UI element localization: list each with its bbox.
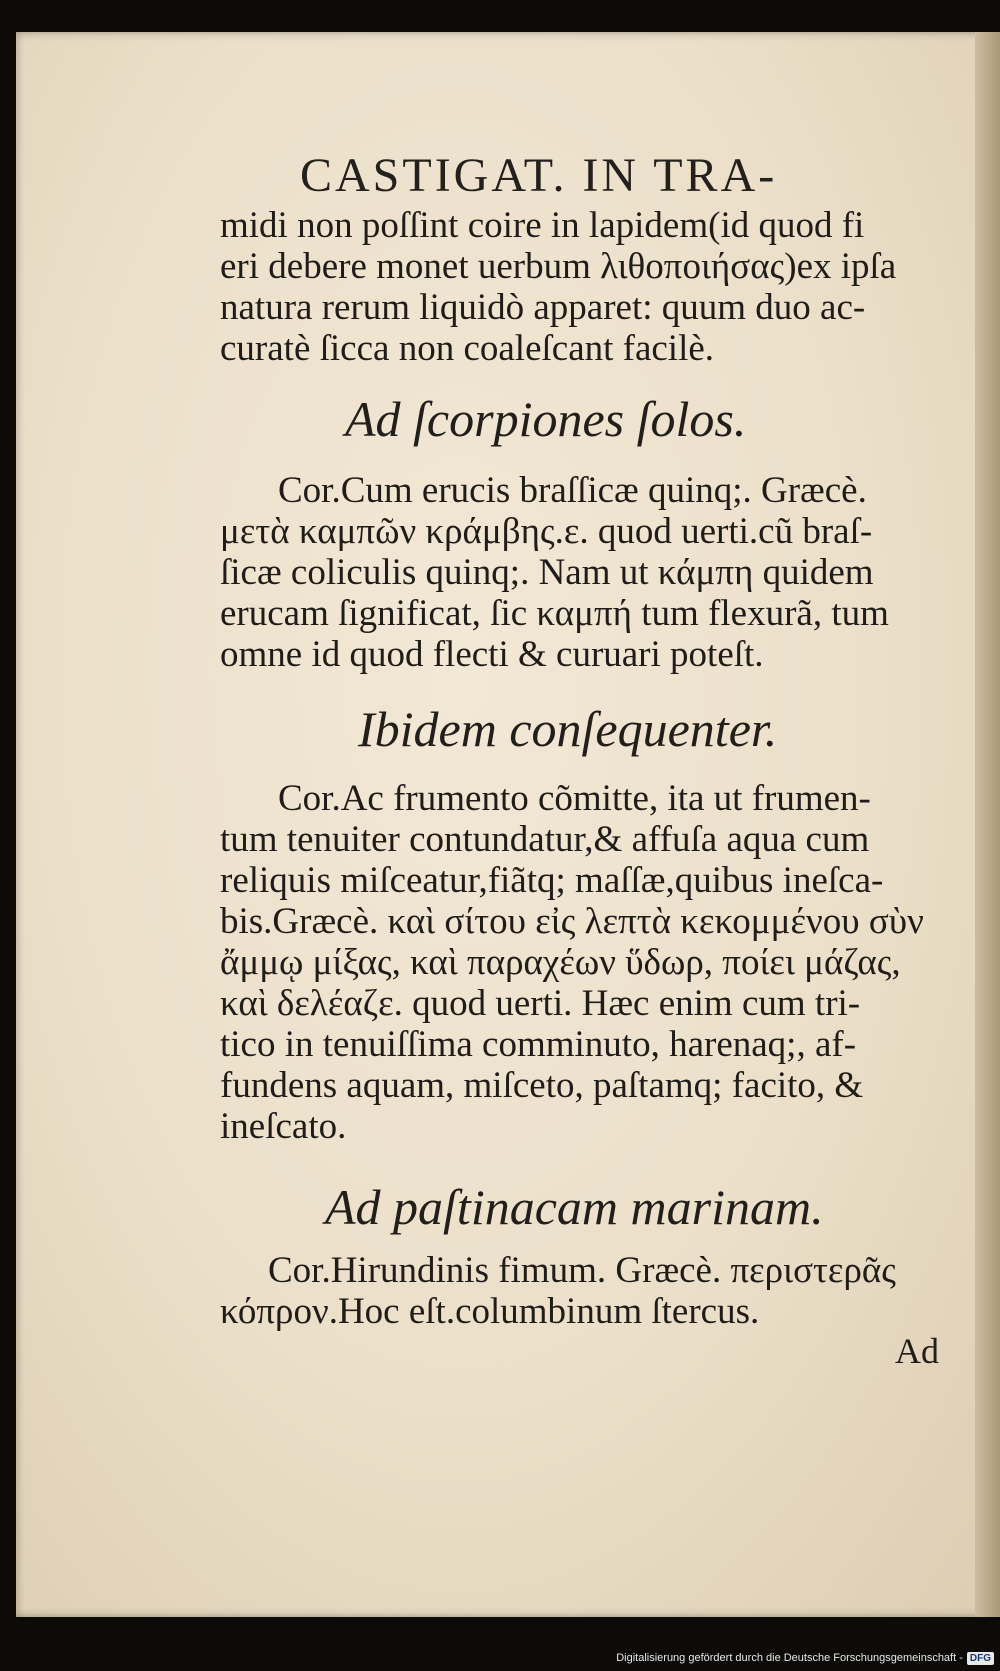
text-line: fundens aquam, miſceto, paſtamq; facito, & — [220, 1065, 864, 1106]
text-line: μετὰ καμπῶν κράμβης.ε. quod uerti.cũ braſ- — [220, 511, 873, 552]
paragraph-ibidem — [220, 778, 965, 1147]
section-heading-ibidem: Ibidem conſequenter. — [358, 701, 778, 757]
text-line: Cor.Hirundinis fimum. Græcè. περιστερᾶς — [268, 1250, 896, 1291]
catchword: Ad — [895, 1331, 939, 1371]
text-line: ſicæ coliculis quinq;. Nam ut κάμπη quidem — [220, 552, 874, 593]
text-line: Cor.Ac frumento cõmitte, ita ut frumen- — [278, 778, 871, 819]
text-line: κόπρον.Hoc eſt.columbinum ſtercus. — [220, 1291, 760, 1332]
section-heading-scorpiones: Ad ſcorpiones ſolos. — [345, 391, 747, 447]
text-line: tico in tenuiſſima comminuto, harenaq;, af- — [220, 1024, 857, 1065]
digitization-credit — [616, 1649, 994, 1667]
text-line: eri debere monet uerbum λιθοποιήσας)ex ipſa — [220, 246, 897, 287]
running-head: CASTIGAT. IN TRA- — [300, 149, 778, 202]
text-line: tum tenuiter contundatur,& affuſa aqua cum — [220, 819, 870, 860]
dfg-logo: DFG — [967, 1652, 994, 1665]
text-line: curatè ſicca non coaleſcant facilè. — [220, 328, 715, 369]
page-edge — [975, 32, 1000, 1617]
text-line: erucam ſignificat, ſic καμπή tum flexurã, tum — [220, 593, 889, 634]
text-line: Cor.Cum erucis braſſicæ quinq;. Græcè. — [278, 470, 867, 511]
paragraph-pastinacam — [220, 1250, 965, 1332]
text-line: bis.Græcè. καὶ σίτου εἰς λεπτὰ κεκομμένου σὺν — [220, 901, 924, 942]
text-line: reliquis miſceatur,fiãtq; maſſæ,quibus ineſca- — [220, 860, 884, 901]
text-line: natura rerum liquidò apparet: quum duo ac- — [220, 287, 866, 328]
credit-text: Digitalisierung gefördert durch die Deutsche Forschungsgemeinschaft - — [616, 1652, 963, 1664]
text-line: midi non poſſint coire in lapidem(id quod fi — [220, 205, 865, 246]
section-heading-pastinacam: Ad paſtinacam marinam. — [325, 1179, 824, 1235]
paragraph-scorpiones — [220, 470, 965, 675]
text-line: ineſcato. — [220, 1106, 347, 1147]
text-line: καὶ δελέαζε. quod uerti. Hæc enim cum tri- — [220, 983, 861, 1024]
paragraph-continuation — [220, 205, 965, 369]
text-line: ἄμμῳ μίξας, καὶ παραχέων ὕδωρ, ποίει μάζας, — [220, 942, 901, 983]
text-line: omne id quod flecti & curuari poteſt. — [220, 634, 764, 675]
